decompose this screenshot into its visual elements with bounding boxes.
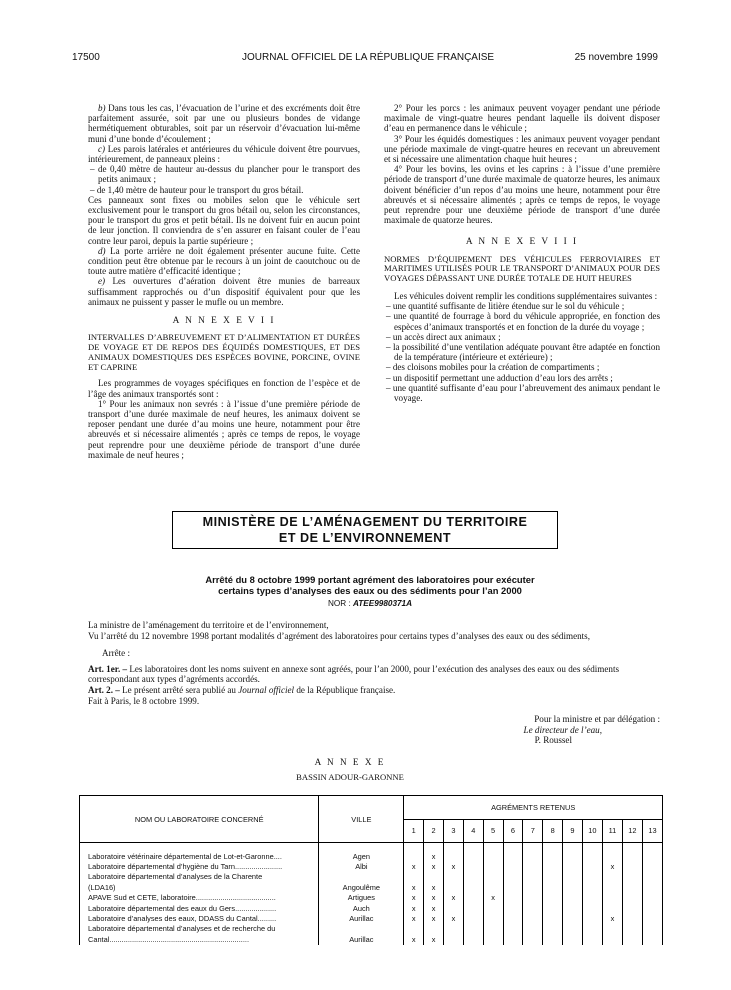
agrement-mark <box>622 913 642 923</box>
article-2: Art. 2. – Le présent arrêté sera publié au Journal officiel de la République française. <box>88 684 396 695</box>
agrement-mark <box>503 893 523 903</box>
paragraph: c) Les parois latérales et antérieures du véhicule doivent être pourvues, intérieurement, de panneaux pleins : <box>88 143 360 165</box>
agrement-mark <box>622 924 642 934</box>
ministry-line-1: MINISTÈRE DE L’AMÉNAGEMENT DU TERRITOIRE <box>202 515 528 529</box>
agrement-mark <box>543 861 563 871</box>
agrement-mark <box>563 861 583 871</box>
signature-block: Pour la ministre et par délégation : Le directeur de l’eau, P. Roussel <box>523 714 660 746</box>
agrement-mark <box>463 924 483 934</box>
annex-7-title: A N N E X E V I I <box>172 316 276 327</box>
agrement-mark <box>463 861 483 871</box>
left-column <box>88 103 360 460</box>
agrement-mark <box>563 913 583 923</box>
agrement-mark <box>563 843 583 862</box>
paragraph: La ministre de l’aménagement du territoire et de l’environnement, <box>88 620 329 630</box>
agrement-mark <box>404 924 424 934</box>
agrement-number-header: 12 <box>622 819 642 843</box>
paragraph: 4° Pour les bovins, les ovins et les caprins : à l’issue d’une première période de transport d’une durée maximale de quatorze heures, les animaux doivent bénéficier d’un repos d’au moins une heure, notamment pour être abreuvés et si nécessaire alimentés ; après ce temps de repos, le voyage peut reprendre pour une deuxième période de transport d’une durée maximale de quatorze heures. <box>384 164 660 226</box>
agrement-mark <box>523 934 543 944</box>
agrement-mark <box>483 913 503 923</box>
agrement-mark <box>642 934 662 944</box>
laboratory-name: Laboratoire d’analyses des eaux, DDASS du Cantal......... <box>80 913 319 923</box>
agrement-mark <box>523 872 543 882</box>
issue-date: 25 novembre 1999 <box>574 52 658 63</box>
agrement-mark <box>582 893 602 903</box>
agrement-mark <box>543 913 563 923</box>
table-row <box>80 913 663 923</box>
agrement-mark <box>424 924 444 934</box>
agrement-mark <box>563 934 583 944</box>
agrement-mark: x <box>404 882 424 892</box>
laboratory-table <box>79 795 663 945</box>
annex-8-heading: NORMES D’ÉQUIPEMENT DES VÉHICULES FERROVIAIRES ET MARITIMES UTILISÉS POUR LE TRANSPORT D’ANIMAUX POUR DES VOYAGES DÉPASSANT UNE DURÉE TOTALE DE HUIT HEURES <box>384 253 660 284</box>
agrement-mark <box>523 893 543 903</box>
agrement-mark <box>483 903 503 913</box>
done-at: Fait à Paris, le 8 octobre 1999. <box>88 695 200 706</box>
laboratory-name: (LDA16) <box>80 882 319 892</box>
agrement-mark <box>444 924 464 934</box>
arrete-title: Arrêté du 8 octobre 1999 portant agrément des laboratoires pour exécuter certains types d’analyses des eaux ou des sédiments pour l’an 2000 <box>205 574 535 596</box>
agrement-mark <box>642 843 662 862</box>
agrement-mark <box>602 843 622 862</box>
agrement-mark: x <box>602 861 622 871</box>
laboratory-city: Aurillac <box>319 913 404 923</box>
agrement-mark <box>523 903 543 913</box>
agrement-mark <box>582 861 602 871</box>
agrement-mark <box>503 861 523 871</box>
agrement-mark <box>483 882 503 892</box>
agrement-mark <box>582 913 602 923</box>
laboratory-name: Laboratoire départemental des eaux du Gers.................... <box>80 903 319 913</box>
agrement-mark <box>602 882 622 892</box>
agrement-mark <box>622 903 642 913</box>
agrement-mark <box>642 924 662 934</box>
paragraph: 1° Pour les animaux non sevrés : à l’issue d’une première période de transport d’une durée maximale de neuf heures, les animaux doivent se reposer pendant une durée d’au moins une heure, notamment pour être abreuvés et si nécessaire alimentés ; après ce temps de repos, le voyage peut reprendre pour une deuxième période de transport d’une durée maximale de neuf heures ; <box>88 398 360 460</box>
agrement-mark <box>642 893 662 903</box>
agrement-number-header: 6 <box>503 819 523 843</box>
agrement-mark <box>463 882 483 892</box>
paragraph: 2° Pour les porcs : les animaux peuvent voyager pendant une période maximale de vingt-quatre heures pendant laquelle ils doivent disposer d’eau en permanence dans le véhicule ; <box>384 103 660 134</box>
agrement-mark: x <box>444 913 464 923</box>
agrement-mark <box>582 903 602 913</box>
agrement-mark <box>523 913 543 923</box>
agrement-mark <box>463 893 483 903</box>
laboratory-city: Albi <box>319 861 404 871</box>
column-header-agrements: AGRÉMENTS RETENUS <box>404 796 663 820</box>
agrement-mark: x <box>424 882 444 892</box>
paragraph: Les véhicules doivent remplir les conditions supplémentaires suivantes : <box>394 291 658 302</box>
list-item: – de 0,40 mètre de hauteur au-dessus du plancher pour le transport des petits animaux ; <box>90 164 360 185</box>
table-row <box>80 934 663 944</box>
list-item: – une quantité de fourrage à bord du véhicule appropriée, en fonction des espèces d’animaux transportés et en fonction de la durée du voyage ; <box>386 311 660 332</box>
agrement-mark <box>642 913 662 923</box>
agrement-mark <box>543 903 563 913</box>
list-item: – un accès direct aux animaux ; <box>386 331 501 342</box>
agrement-mark <box>463 843 483 862</box>
agrement-mark: x <box>483 893 503 903</box>
agrement-mark <box>543 934 563 944</box>
paragraph: b) Dans tous les cas, l’évacuation de l’urine et des excréments doit être parfaitement assurée, soit par une ou plusieurs bondes de vidange hermétiquement obturables, soit par un réservoir d’évacuation lui-même muni d’une bonde d’écoulement ; <box>88 103 360 144</box>
agrement-number-header: 13 <box>642 819 662 843</box>
agrement-mark <box>622 861 642 871</box>
agrement-mark <box>582 924 602 934</box>
agrement-mark <box>563 903 583 913</box>
annex-7-heading: INTERVALLES D’ABREUVEMENT ET D’ALIMENTATION ET DURÉES DE VOYAGE ET DE REPOS DES ÉQUIDÉS DOMESTIQUES, ET DES ANIMAUX DOMESTIQUES DES ESPÈCES BOVINE, PORCINE, OVINE ET CAPRINE <box>88 332 360 372</box>
laboratory-city: Angoulême <box>319 882 404 892</box>
agrement-mark <box>622 882 642 892</box>
agrement-mark <box>463 913 483 923</box>
laboratory-city: Aurillac <box>319 934 404 944</box>
agrement-number-header: 8 <box>543 819 563 843</box>
agrement-mark <box>602 872 622 882</box>
agrement-mark <box>563 872 583 882</box>
laboratory-name: APAVE Sud et CETE, laboratoire....................................... <box>80 893 319 903</box>
bassin-subtitle: BASSIN ADOUR-GARONNE <box>296 772 404 782</box>
laboratory-city <box>319 872 404 882</box>
agrement-mark <box>523 882 543 892</box>
column-header-name: NOM OU LABORATOIRE CONCERNÉ <box>80 796 319 843</box>
laboratory-city <box>319 924 404 934</box>
agrement-mark <box>463 903 483 913</box>
agrement-number-header: 3 <box>444 819 464 843</box>
table-row <box>80 872 663 882</box>
list-item: – la possibilité d’une ventilation adéquate pouvant être adaptée en fonction de la température (intérieure et extérieure) ; <box>386 342 660 363</box>
list-item: – des cloisons mobiles pour la création de compartiments ; <box>386 362 600 373</box>
table-row <box>80 861 663 871</box>
agrement-number-header: 9 <box>563 819 583 843</box>
agrement-mark <box>543 893 563 903</box>
agrement-mark <box>444 872 464 882</box>
agrement-mark <box>503 913 523 923</box>
agrement-mark: x <box>404 903 424 913</box>
agrement-mark <box>483 872 503 882</box>
page-header <box>72 52 658 66</box>
nor-reference: NOR : ATEE9980371A <box>327 599 413 608</box>
agrement-mark <box>503 872 523 882</box>
list-item: – un dispositif permettant une adduction d’eau lors des arrêts ; <box>386 372 613 383</box>
agrement-mark <box>543 882 563 892</box>
paragraph: Ces panneaux sont fixes ou mobiles selon que le véhicule sert exclusivement pour le transport du gros bétail ou, selon les circonstances, pour le transport du gros et petit bétail. Ils ne doivent fuir en aucun point de leur jonction. Il conviendra de s’en assurer en faisant couler de l’eau contre leur paroi, depuis la partie supérieure ; <box>88 194 360 246</box>
agrement-number-header: 4 <box>463 819 483 843</box>
right-column <box>384 103 660 403</box>
agrement-mark <box>523 843 543 862</box>
ministry-heading-box <box>172 511 558 549</box>
agrement-mark <box>463 872 483 882</box>
agrement-mark <box>404 872 424 882</box>
agrement-number-header: 2 <box>424 819 444 843</box>
laboratory-city: Artigues <box>319 893 404 903</box>
agrement-mark: x <box>602 913 622 923</box>
annexe-title: A N N E X E <box>314 757 386 767</box>
agrement-mark <box>622 843 642 862</box>
agrement-mark <box>543 872 563 882</box>
list-item: – une quantité suffisante de litière étendue sur le sol du véhicule ; <box>386 301 625 312</box>
agrement-number-header: 1 <box>404 819 424 843</box>
agrement-mark <box>483 934 503 944</box>
laboratory-name: Laboratoire départemental d’analyses de la Charente <box>80 872 319 882</box>
agrement-mark: x <box>424 843 444 862</box>
agrement-mark <box>563 882 583 892</box>
article-1: Art. 1er. – Les laboratoires dont les noms suivent en annexe sont agréés, pour l’an 2000, pour l’exécution des analyses des eaux ou des sédiments correspondant aux types d’agréments accordés. <box>88 663 620 685</box>
agrement-mark <box>483 861 503 871</box>
agrement-mark <box>444 934 464 944</box>
arrete-body <box>88 620 664 706</box>
agrement-mark: x <box>444 861 464 871</box>
table-row <box>80 903 663 913</box>
agrement-mark <box>582 882 602 892</box>
agrement-mark: x <box>404 893 424 903</box>
agrement-number-header: 5 <box>483 819 503 843</box>
agrement-mark <box>582 934 602 944</box>
laboratory-name: Laboratoire vétérinaire départemental de Lot-et-Garonne.... <box>80 843 319 862</box>
ministry-line-2: ET DE L’ENVIRONNEMENT <box>278 531 452 545</box>
agrement-mark <box>642 882 662 892</box>
agrement-mark: x <box>404 934 424 944</box>
agrement-mark: x <box>424 893 444 903</box>
agrement-mark <box>582 872 602 882</box>
agrement-mark <box>582 843 602 862</box>
agrement-mark <box>503 882 523 892</box>
laboratory-name: Laboratoire départemental d’analyses et de recherche du <box>80 924 319 934</box>
agrement-mark <box>444 843 464 862</box>
agrement-mark <box>523 924 543 934</box>
agrement-mark <box>503 903 523 913</box>
agrement-number-header: 11 <box>602 819 622 843</box>
paragraph: Vu l’arrêté du 12 novembre 1998 portant modalités d’agrément des laboratoires pour certains types d’analyses des eaux ou des sédiments, <box>88 630 590 641</box>
agrement-mark <box>622 872 642 882</box>
agrement-mark <box>602 893 622 903</box>
agrement-mark: x <box>424 934 444 944</box>
paragraph: 3° Pour les équidés domestiques : les animaux peuvent voyager pendant une période maximale de vingt-quatre heures en recevant un abreuvement et si nécessaire une alimentation chaque huit heures ; <box>384 133 660 165</box>
agrement-mark: x <box>424 903 444 913</box>
paragraph: Les programmes de voyages spécifiques en fonction de l’espèce et de l’âge des animaux transportés sont : <box>88 378 360 399</box>
agrement-mark: x <box>404 913 424 923</box>
table-body <box>80 843 663 945</box>
agrement-mark <box>404 843 424 862</box>
agrement-mark <box>483 843 503 862</box>
agrement-mark <box>622 934 642 944</box>
agrement-mark: x <box>424 913 444 923</box>
table-row <box>80 843 663 862</box>
agrement-mark <box>602 924 622 934</box>
paragraph: e) Les ouvertures d’aération doivent être munies de barreaux suffisamment rapprochés ou d’un dispositif équivalent pour que les animaux ne puissent y passer le mufle ou un membre. <box>88 276 360 307</box>
agrement-mark <box>424 872 444 882</box>
list-item: – de 1,40 mètre de hauteur pour le transport du gros bétail. <box>90 184 304 195</box>
agrement-mark: x <box>424 861 444 871</box>
agrement-mark <box>602 903 622 913</box>
laboratory-name: Cantal.................................................................... <box>80 934 319 944</box>
agrement-mark <box>444 903 464 913</box>
agrement-mark <box>503 934 523 944</box>
paragraph: d) La porte arrière ne doit également présenter aucune fuite. Cette condition peut être obtenue par le recours à un joint de caoutchouc ou de toute autre matière d’efficacité identique ; <box>88 245 360 277</box>
agrement-mark <box>503 843 523 862</box>
agrement-mark <box>463 934 483 944</box>
table-row <box>80 924 663 934</box>
column-header-city: VILLE <box>319 796 404 843</box>
agrement-mark <box>503 924 523 934</box>
agrement-mark: x <box>444 893 464 903</box>
agrement-mark <box>543 843 563 862</box>
laboratory-name: Laboratoire départemental d’hygiène du Tarn....................... <box>80 861 319 871</box>
agrement-mark <box>483 924 503 934</box>
laboratory-city: Agen <box>319 843 404 862</box>
table-row <box>80 893 663 903</box>
agrement-number-header: 10 <box>582 819 602 843</box>
agrement-mark <box>444 882 464 892</box>
agrement-mark <box>642 861 662 871</box>
agrement-mark <box>642 903 662 913</box>
journal-title: JOURNAL OFFICIEL DE LA RÉPUBLIQUE FRANÇAISE <box>242 52 495 63</box>
agrement-mark <box>622 893 642 903</box>
agrement-mark <box>642 872 662 882</box>
agrement-mark <box>523 861 543 871</box>
agrement-mark <box>563 924 583 934</box>
agrement-mark: x <box>404 861 424 871</box>
agrement-mark <box>543 924 563 934</box>
table-row <box>80 882 663 892</box>
paragraph: Arrête : <box>102 648 131 659</box>
agrement-mark <box>602 934 622 944</box>
agrement-number-header: 7 <box>523 819 543 843</box>
list-item: – une quantité suffisante d’eau pour l’abreuvement des animaux pendant le voyage. <box>386 382 660 404</box>
agrement-mark <box>563 893 583 903</box>
page-number: 17500 <box>72 52 100 63</box>
annex-8-title: A N N E X E V I I I <box>465 237 579 248</box>
laboratory-city: Auch <box>319 903 404 913</box>
